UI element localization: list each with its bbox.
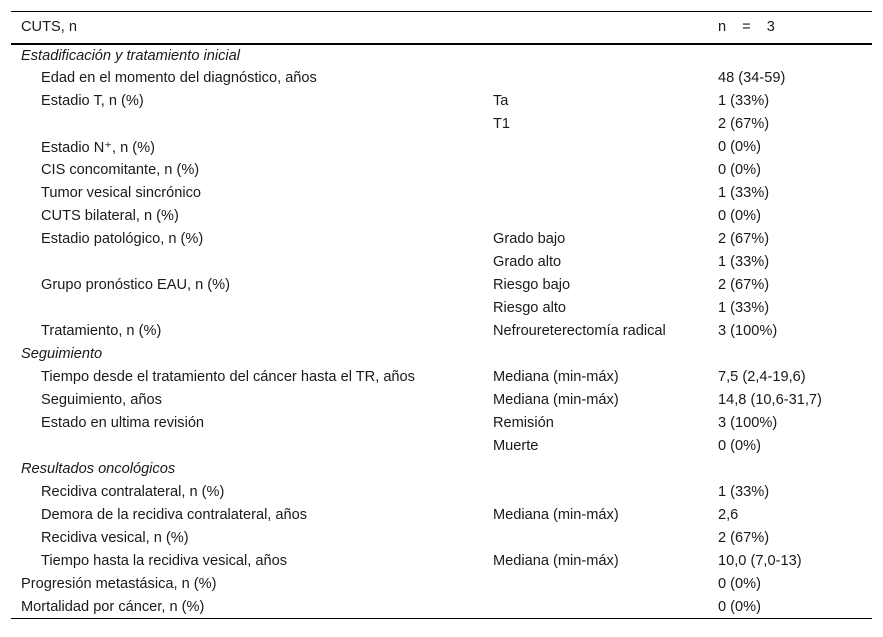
row-label: Edad en el momento del diagnóstico, años <box>41 70 317 86</box>
table-row <box>11 251 872 274</box>
table-row <box>11 205 872 228</box>
table-row <box>11 527 872 550</box>
row-value: 48 (34-59) <box>718 70 786 86</box>
row-value: 0 (0%) <box>718 162 761 178</box>
row-category: Muerte <box>493 438 539 454</box>
row-category: Mediana (min-máx) <box>493 369 619 385</box>
table-row <box>11 90 872 113</box>
row-label <box>11 297 483 320</box>
row-label: Tratamiento, n (%) <box>41 323 162 339</box>
table-row <box>11 389 872 412</box>
section-heading: Seguimiento <box>21 346 103 362</box>
row-category: T1 <box>493 116 511 132</box>
row-category: Mediana (min-máx) <box>493 553 619 569</box>
row-label: Estado en ultima revisión <box>41 415 205 431</box>
row-category: Mediana (min-máx) <box>493 392 619 408</box>
row-value: 1 (33%) <box>718 185 770 201</box>
row-category <box>483 527 715 550</box>
data-table-container <box>11 11 872 619</box>
row-label <box>11 251 483 274</box>
row-category <box>483 481 715 504</box>
table-row <box>11 320 872 343</box>
header-row <box>11 12 872 44</box>
row-label: Tiempo hasta la recidiva vesical, años <box>41 553 288 569</box>
header-cuts: CUTS, n <box>11 12 483 44</box>
table-row <box>11 435 872 458</box>
table-row <box>11 159 872 182</box>
table-row <box>11 412 872 435</box>
row-label: CUTS bilateral, n (%) <box>41 208 179 224</box>
row-label <box>11 435 483 458</box>
table-row <box>11 297 872 320</box>
row-value: 2 (67%) <box>718 116 770 132</box>
row-category <box>483 596 715 619</box>
row-label: Progresión metastásica, n (%) <box>21 576 217 592</box>
table-row <box>11 366 872 389</box>
header-n-text: n = 3 <box>718 19 775 36</box>
row-value: 7,5 (2,4-19,6) <box>718 369 806 385</box>
row-category: Riesgo bajo <box>493 277 571 293</box>
row-label: CIS concomitante, n (%) <box>41 162 200 178</box>
row-label: Estadio patológico, n (%) <box>41 231 204 247</box>
section-heading: Estadificación y tratamiento inicial <box>21 47 241 64</box>
table-row <box>11 182 872 205</box>
row-label: Grupo pronóstico EAU, n (%) <box>41 277 230 293</box>
row-category <box>483 136 715 159</box>
row-value: 3 (100%) <box>718 415 778 431</box>
row-label: Tumor vesical sincrónico <box>41 185 202 201</box>
row-category: Ta <box>493 93 509 109</box>
row-value: 1 (33%) <box>718 484 770 500</box>
section-row <box>11 458 872 481</box>
row-label: Tiempo desde el tratamiento del cáncer hasta el TR, años <box>41 369 415 385</box>
row-value: 3 (100%) <box>718 323 778 339</box>
section-row <box>11 343 872 366</box>
row-value: 2 (67%) <box>718 530 770 546</box>
header-n-count <box>715 12 872 44</box>
row-label: Estadio T, n (%) <box>41 93 144 109</box>
row-value: 1 (33%) <box>718 300 770 316</box>
table-row <box>11 504 872 527</box>
table-row <box>11 481 872 504</box>
table-row <box>11 136 872 159</box>
table-row <box>11 274 872 297</box>
table-body <box>11 44 872 619</box>
table-header <box>11 12 872 44</box>
row-value: 1 (33%) <box>718 254 770 270</box>
row-category: Grado bajo <box>493 231 566 247</box>
row-category <box>483 573 715 596</box>
row-category: Grado alto <box>493 254 562 270</box>
row-label: Demora de la recidiva contralateral, años <box>41 507 308 523</box>
row-category <box>483 182 715 205</box>
table-row <box>11 550 872 573</box>
row-label <box>11 113 483 136</box>
table-row <box>11 596 872 619</box>
row-category <box>483 205 715 228</box>
header-empty <box>483 12 715 44</box>
table-row <box>11 228 872 251</box>
row-value: 1 (33%) <box>718 93 770 109</box>
row-value: 0 (0%) <box>718 139 761 155</box>
row-category <box>483 67 715 90</box>
row-value: 0 (0%) <box>718 438 761 454</box>
table-row <box>11 573 872 596</box>
row-category: Mediana (min-máx) <box>493 507 619 523</box>
row-category <box>483 159 715 182</box>
row-category: Nefroureterectomía radical <box>493 323 666 339</box>
row-value: 2 (67%) <box>718 277 770 293</box>
row-label: Recidiva contralateral, n (%) <box>41 484 225 500</box>
row-category: Riesgo alto <box>493 300 567 316</box>
row-label: Estadio N⁺, n (%) <box>41 139 155 156</box>
row-label: Seguimiento, años <box>41 392 162 408</box>
section-heading: Resultados oncológicos <box>21 461 176 477</box>
row-value: 0 (0%) <box>718 208 761 224</box>
row-label: Mortalidad por cáncer, n (%) <box>11 596 483 619</box>
row-value: 2,6 <box>718 507 739 523</box>
row-value: 0 (0%) <box>718 576 761 592</box>
row-value: 0 (0%) <box>715 596 872 619</box>
table-row <box>11 113 872 136</box>
section-row <box>11 44 872 67</box>
row-value: 14,8 (10,6-31,7) <box>718 392 822 408</box>
table-row <box>11 67 872 90</box>
row-value: 2 (67%) <box>718 231 770 247</box>
cuts-summary-table <box>11 11 872 619</box>
row-category: Remisión <box>493 415 554 431</box>
row-label: Recidiva vesical, n (%) <box>41 530 189 546</box>
row-value: 10,0 (7,0-13) <box>718 553 802 569</box>
